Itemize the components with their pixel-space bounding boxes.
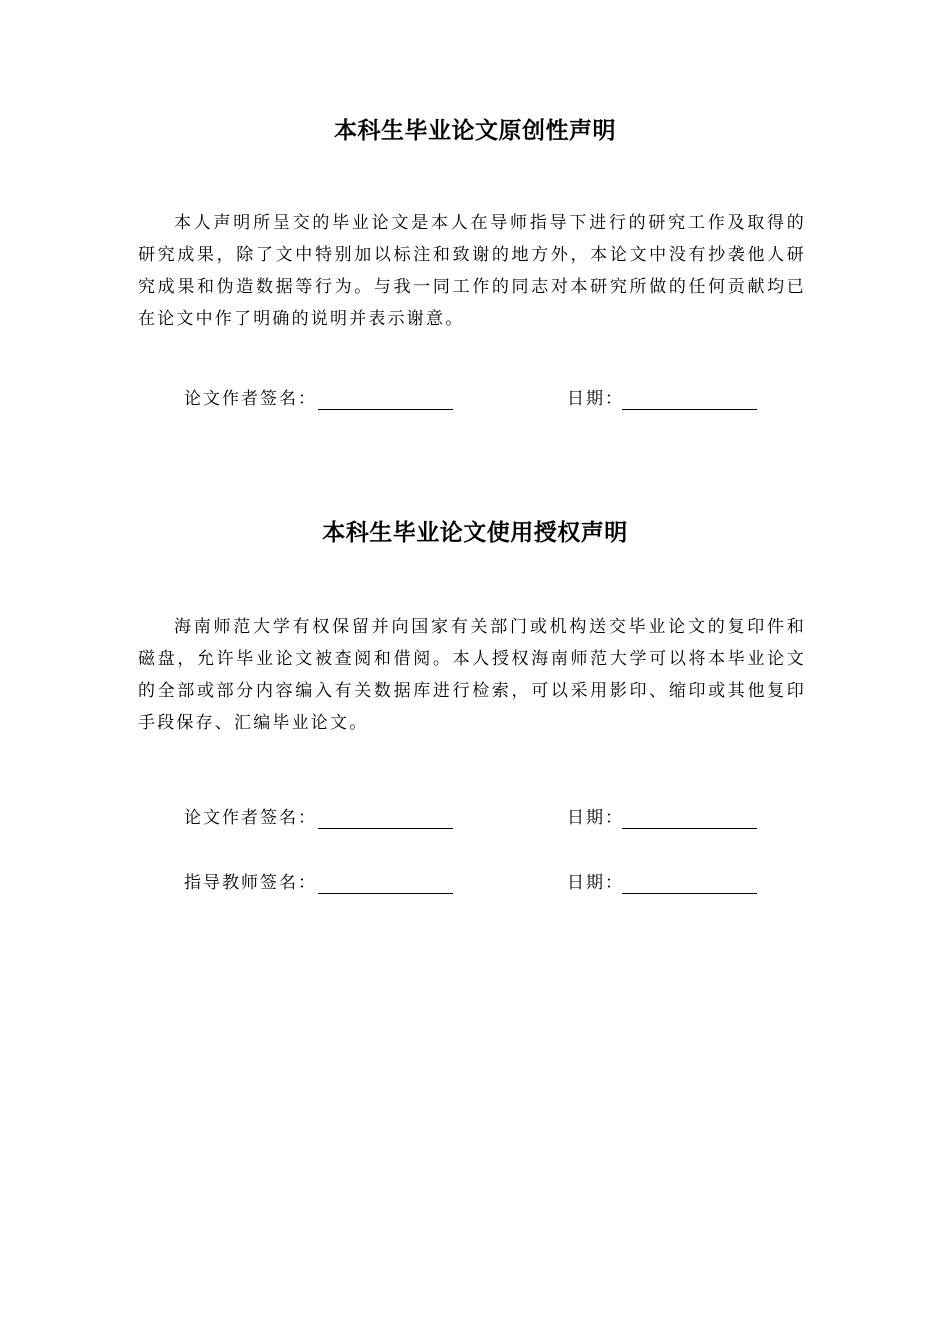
advisor-signature-label: 指导教师签名： bbox=[184, 873, 317, 893]
authorization-author-signature-line[interactable] bbox=[318, 828, 453, 829]
author-date-line[interactable] bbox=[622, 409, 757, 410]
authorization-author-date-label: 日期： bbox=[567, 808, 624, 828]
advisor-date-line[interactable] bbox=[622, 893, 757, 894]
authorization-declaration-body: 海南师范大学有权保留并向国家有关部门或机构送交毕业论文的复印件和磁盘，允许毕业论文被查阅和借阅。本人授权海南师范大学可以将本毕业论文的全部或部分内容编入有关数据库进行检索，可以采用影印、缩印或其他复印手段保存、汇编毕业论文。 bbox=[138, 617, 806, 733]
advisor-date-label: 日期： bbox=[567, 873, 624, 893]
authorization-author-date-line[interactable] bbox=[622, 828, 757, 829]
author-signature-label: 论文作者签名： bbox=[184, 389, 317, 409]
originality-declaration-title: 本科生毕业论文原创性声明 bbox=[334, 118, 616, 144]
advisor-signature-line[interactable] bbox=[318, 893, 453, 894]
authorization-declaration-title: 本科生毕业论文使用授权声明 bbox=[322, 520, 628, 546]
author-signature-line[interactable] bbox=[318, 409, 453, 410]
originality-declaration-body: 本人声明所呈交的毕业论文是本人在导师指导下进行的研究工作及取得的研究成果，除了文中特别加以标注和致谢的地方外，本论文中没有抄袭他人研究成果和伪造数据等行为。与我一同工作的同志对本研究所做的任何贡献均已在论文中作了明确的说明并表示谢意。 bbox=[138, 213, 806, 329]
authorization-author-signature-label: 论文作者签名： bbox=[184, 808, 317, 828]
author-date-label: 日期： bbox=[567, 389, 624, 409]
